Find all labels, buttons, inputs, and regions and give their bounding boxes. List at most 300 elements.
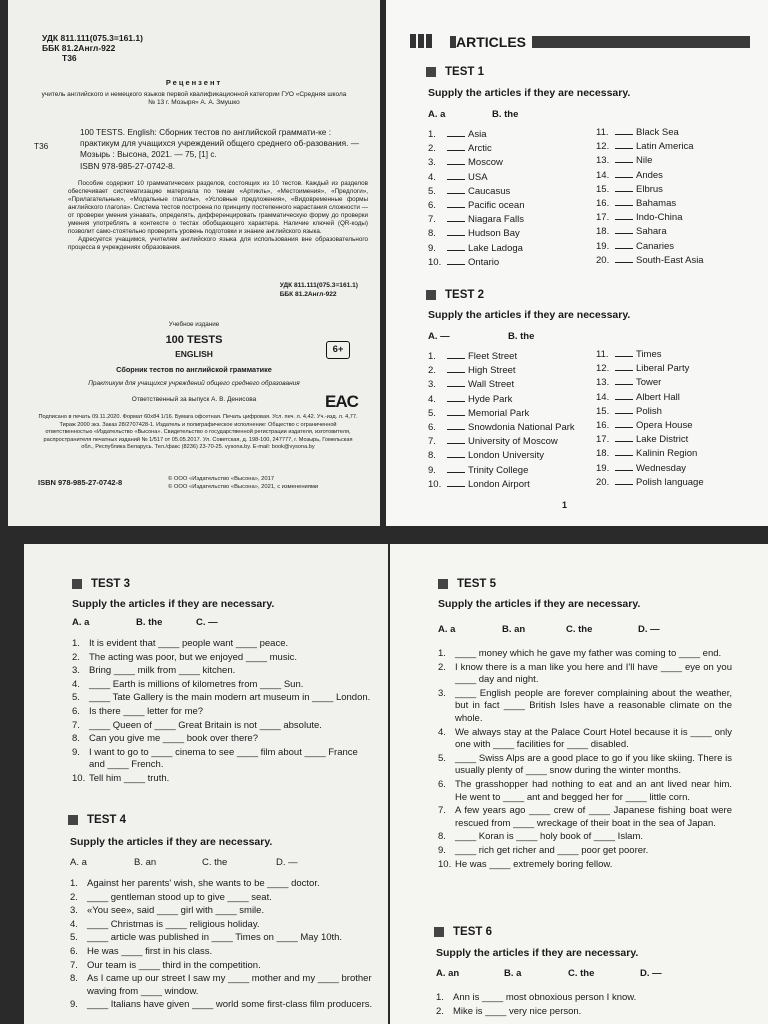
answer-options	[436, 968, 662, 979]
answer-options	[428, 331, 534, 342]
sentence-text: ____ Christmas is ____ religious holiday.	[87, 918, 260, 930]
item-number: 5.	[438, 752, 446, 764]
sentence-item	[438, 662, 732, 687]
item-word: Black Sea	[636, 127, 679, 138]
answer-blank[interactable]	[615, 140, 633, 149]
answer-blank[interactable]	[615, 154, 633, 163]
square-bullet-icon	[426, 67, 436, 77]
item-number: 18.	[596, 448, 610, 460]
list-item	[596, 419, 704, 433]
answer-blank[interactable]	[615, 254, 633, 263]
sentence-item	[438, 648, 732, 661]
item-number: 3.	[428, 157, 436, 169]
list-item	[428, 421, 575, 435]
sentence-text: Mike is ____ very nice person.	[453, 1005, 582, 1017]
item-word: Sahara	[636, 226, 667, 238]
list-item	[428, 213, 525, 227]
option: A. a	[70, 857, 87, 868]
item-number: 2.	[428, 143, 436, 155]
item-number: 19.	[596, 240, 610, 252]
sentence-item	[438, 805, 732, 830]
item-number: 7.	[438, 805, 446, 817]
option: C. the	[568, 968, 595, 979]
test-title-label: TEST 3	[91, 578, 130, 590]
sentence-item	[70, 919, 374, 932]
sentence-text: He was ____ extremely boring fellow.	[455, 858, 613, 870]
item-number: 6.	[72, 705, 80, 717]
answer-blank[interactable]	[615, 433, 633, 442]
sentence-text: «You see», said ____ girl with ____ smile.	[87, 905, 265, 917]
test-title-label: TEST 5	[457, 578, 496, 590]
item-number: 10.	[438, 858, 452, 870]
item-number: 5.	[428, 185, 436, 197]
sentence-item	[70, 878, 374, 891]
sentence-text: ____ English people are forever complaining about the weather, but in fact ____ British Isles have a reasonable climate on the whole.	[455, 687, 732, 724]
sentence-item	[70, 960, 374, 973]
sentence-text: Our team is ____ third in the competition.	[87, 959, 261, 971]
item-word: Wednesday	[636, 462, 686, 474]
item-word: Tower	[636, 377, 662, 389]
option: D. —	[638, 624, 660, 635]
sentence-text: Bring ____ milk from ____ kitchen.	[89, 665, 236, 677]
sentence-item	[70, 932, 374, 945]
option: A. —	[428, 331, 450, 342]
list-item	[596, 169, 704, 183]
answer-blank[interactable]	[447, 128, 465, 137]
answer-blank[interactable]	[447, 156, 465, 165]
sentence-text: Is there ____ letter for me?	[89, 705, 204, 717]
udc-block	[42, 34, 143, 63]
sentence-list	[438, 648, 732, 872]
item-word: Arctic	[468, 143, 492, 155]
answer-blank[interactable]	[615, 183, 633, 192]
square-bullet-icon	[72, 579, 82, 589]
item-number: 3.	[72, 665, 80, 677]
option: A. an	[436, 968, 460, 979]
list-item	[428, 407, 575, 421]
item-word: London University	[468, 450, 545, 462]
option: A. a	[72, 617, 90, 628]
item-number: 7.	[70, 959, 78, 971]
square-bullet-icon	[434, 927, 444, 937]
item-number: 1.	[70, 878, 78, 889]
sentence-list	[436, 992, 736, 1019]
page-number: 1	[562, 500, 568, 510]
sentence-text: Ann is ____ most obnoxious person I know.	[453, 992, 637, 1003]
item-number: 7.	[428, 214, 436, 226]
answer-blank[interactable]	[615, 211, 633, 220]
answer-blank[interactable]	[447, 242, 465, 251]
item-number: 3.	[438, 687, 446, 699]
sentence-item	[72, 747, 372, 772]
option: D. —	[276, 857, 298, 868]
bbk-line: ББК 81.2Англ-922	[42, 42, 116, 53]
answer-blank[interactable]	[447, 378, 465, 387]
list-item	[428, 242, 525, 256]
item-number: 20.	[596, 254, 610, 266]
sentence-text: ____ Queen of ____ Great Britain is not ____ absolute.	[89, 719, 322, 731]
list-item	[596, 433, 704, 447]
sentence-text: A few years ago ____ crew of ____ Japanese fishing boat were rescued from ____ wreckage of their boat in the sea of Japan.	[455, 805, 732, 829]
item-word: Wall Street	[468, 379, 515, 391]
item-word: Ontario	[468, 256, 500, 268]
sentence-item	[72, 652, 372, 665]
item-word: Snowdonia National Park	[468, 422, 575, 434]
sentence-list	[70, 878, 374, 1013]
items-right	[596, 126, 704, 268]
list-item	[428, 435, 575, 449]
test-title	[68, 814, 126, 826]
imprint-page	[8, 0, 380, 526]
item-number: 8.	[438, 831, 446, 843]
list-item	[596, 225, 704, 239]
item-word: Caucasus	[468, 185, 511, 197]
item-number: 2.	[428, 365, 436, 377]
answer-blank[interactable]	[615, 348, 633, 357]
option: C. the	[202, 857, 228, 868]
item-number: 14.	[596, 391, 610, 403]
option: B. the	[492, 109, 519, 120]
list-item	[596, 211, 704, 225]
eac-mark-icon: EAC	[325, 392, 358, 411]
sentence-text: ____ gentleman stood up to give ____ seat.	[87, 891, 272, 903]
answer-blank[interactable]	[447, 185, 465, 194]
answer-blank[interactable]	[615, 405, 633, 414]
sentence-text: He was ____ first in his class.	[87, 945, 213, 957]
answer-blank[interactable]	[615, 362, 633, 371]
answer-blank[interactable]	[615, 225, 633, 234]
answer-options	[438, 624, 660, 635]
item-number: 12.	[596, 141, 610, 153]
answer-blank[interactable]	[615, 462, 633, 471]
udc-line: УДК 811.111(075.3=161.1)	[42, 33, 143, 43]
publisher-info: Подписано в печать 09.11.2020. Формат 60х84 1/16. Бумага офсетная. Печать цифровая. Усл. печ. л. 4,42. Уч.-изд. л. 4,77. Тираж 2000 экз. Заказ 28/2707428-1. Издатель и полиграфическое исполнение: Общество с ограниченной ответственностью «Издательство «Высона». Свидетельство о государственной регистрации издателя, изготовителя, распространителя печатных изданий № 1/517 от 05.05.2017. Ул. Советская, д. 198-100, 247777, г. Мозырь, Гомельская обл., Республика Беларусь. Тел./факс (8236) 23-70-25. vysona.by. E-mail: book@vysona.by	[38, 414, 358, 451]
sentence-text: ____ money which he gave my father was coming to ____ end.	[455, 648, 722, 659]
test-title-label: TEST 1	[445, 66, 484, 78]
test-title	[426, 289, 484, 301]
item-number: 6.	[428, 422, 436, 434]
sentence-text: Against her parents' wish, she wants to be ____ doctor.	[87, 878, 320, 889]
sentence-item	[70, 973, 374, 998]
answer-blank[interactable]	[615, 391, 633, 400]
test-title	[72, 578, 130, 590]
item-number: 2.	[72, 651, 80, 663]
isbn-bottom: ISBN 978-985-27-0742-8	[38, 478, 123, 487]
list-item	[428, 171, 525, 185]
item-word: Latin America	[636, 141, 694, 153]
item-number: 10.	[428, 478, 442, 490]
sentence-item	[70, 905, 374, 918]
option: D. —	[640, 968, 662, 979]
item-word: Hyde Park	[468, 393, 513, 405]
item-number: 6.	[70, 945, 78, 957]
practicum-line: Практикум для учащихся учреждений общего среднего образования	[88, 380, 300, 387]
articles-page-1	[386, 0, 768, 526]
item-number: 4.	[428, 393, 436, 405]
heading-bars-icon	[410, 34, 432, 48]
item-word: USA	[468, 171, 488, 183]
list-item	[428, 199, 525, 213]
item-number: 6.	[428, 200, 436, 212]
list-item	[428, 378, 575, 392]
item-number: 11.	[596, 127, 609, 138]
list-item	[428, 350, 575, 364]
section-title: ARTICLES	[456, 34, 532, 50]
item-word: Andes	[636, 169, 663, 181]
item-word: Nile	[636, 155, 653, 167]
answer-blank[interactable]	[615, 419, 633, 428]
list-item	[428, 449, 575, 463]
square-bullet-icon	[426, 290, 436, 300]
item-word: Pacific ocean	[468, 200, 525, 212]
item-word: London Airport	[468, 478, 530, 490]
sentence-item	[436, 1006, 736, 1019]
items-left	[428, 350, 575, 492]
option: B. a	[504, 968, 522, 979]
item-word: Memorial Park	[468, 407, 530, 419]
list-item	[428, 185, 525, 199]
collection-title: Сборник тестов по английской грамматике	[116, 365, 272, 374]
item-number: 10.	[428, 256, 442, 268]
answer-blank[interactable]	[615, 197, 633, 206]
option: B. the	[136, 617, 163, 628]
answer-blank[interactable]	[447, 478, 465, 487]
reviewer-block	[8, 78, 380, 108]
item-number: 1.	[438, 648, 446, 659]
sentence-text: ____ rich get richer and ____ poor get poorer.	[455, 844, 649, 856]
item-number: 1.	[428, 129, 436, 140]
sentence-text: ____ Tate Gallery is the main modern art museum in ____ London.	[89, 692, 371, 704]
sentence-item	[438, 859, 732, 872]
item-number: 8.	[428, 450, 436, 462]
answer-blank[interactable]	[447, 449, 465, 458]
sentence-text: The grasshopper had nothing to eat and an ant lived near him. He went to ____ ant and begged her for ____ little corn.	[455, 778, 732, 803]
test-title	[434, 926, 492, 938]
list-item	[596, 197, 704, 211]
item-number: 9.	[438, 844, 446, 856]
item-number: 3.	[70, 905, 78, 917]
item-word: Moscow	[468, 157, 503, 169]
item-number: 9.	[428, 242, 436, 254]
sentence-item	[438, 688, 732, 726]
t36-line: Т36	[62, 52, 77, 63]
answer-blank[interactable]	[447, 364, 465, 373]
sentence-text: Can you give me ____ book over there?	[89, 733, 258, 745]
list-item	[596, 405, 704, 419]
item-word: South-East Asia	[636, 254, 704, 266]
articles-page-3	[390, 544, 768, 1024]
reviewer-text: учитель английского и немецкого языков первой квалификационной категории ГУО «Средняя школа № 13 г. Мозыря» А. А. Змушко	[41, 91, 347, 107]
list-item	[428, 478, 575, 492]
answer-blank[interactable]	[615, 240, 633, 249]
answer-blank[interactable]	[447, 199, 465, 208]
answer-blank[interactable]	[447, 421, 465, 430]
item-number: 6.	[438, 778, 446, 790]
answer-blank[interactable]	[447, 256, 465, 265]
sentence-text: ____ Swiss Alps are a good place to go if you like skiing. There is usually plenty of ____ snow during the winter months.	[455, 752, 732, 777]
copyright-line: © ООО «Издательство «Высона», 2021, с изменениями	[168, 483, 319, 490]
option: A. a	[438, 624, 456, 635]
item-number: 5.	[428, 407, 436, 419]
list-item	[428, 156, 525, 170]
item-number: 10.	[72, 772, 86, 784]
sentence-item	[438, 753, 732, 778]
items-right	[596, 348, 704, 490]
item-number: 8.	[72, 733, 80, 745]
item-word: Polish language	[636, 476, 704, 488]
sentence-item	[438, 727, 732, 752]
item-number: 4.	[70, 918, 78, 930]
answer-blank[interactable]	[447, 171, 465, 180]
item-word: Fleet Street	[468, 351, 518, 362]
copyright-line: © ООО «Издательство «Высона», 2017	[168, 476, 275, 482]
test-title-label: TEST 4	[87, 814, 126, 826]
item-number: 19.	[596, 462, 610, 474]
test-title	[438, 578, 496, 590]
answer-blank[interactable]	[447, 142, 465, 151]
sentence-item	[436, 992, 736, 1005]
answer-blank[interactable]	[447, 464, 465, 473]
test-instruction: Supply the articles if they are necessary.	[436, 947, 639, 959]
item-number: 7.	[428, 436, 436, 448]
item-word: Polish	[636, 405, 662, 417]
answer-blank[interactable]	[615, 476, 633, 485]
list-item	[596, 362, 704, 376]
item-number: 8.	[70, 973, 78, 985]
answer-blank[interactable]	[615, 126, 633, 135]
answer-options	[428, 109, 518, 120]
test-title	[426, 66, 484, 78]
item-number: 9.	[428, 464, 436, 476]
item-number: 8.	[428, 228, 436, 240]
list-item	[596, 376, 704, 390]
list-item	[596, 476, 704, 490]
list-item	[596, 240, 704, 254]
item-word: Niagara Falls	[468, 214, 524, 226]
item-number: 1.	[436, 992, 444, 1003]
answer-options	[72, 617, 218, 628]
answer-blank[interactable]	[615, 376, 633, 385]
answer-options	[70, 857, 298, 868]
sentence-list	[72, 638, 372, 787]
test-instruction: Supply the articles if they are necessary.	[438, 598, 641, 610]
answer-blank[interactable]	[447, 350, 465, 359]
answer-blank[interactable]	[447, 393, 465, 402]
item-word: Trinity College	[468, 464, 529, 476]
answer-blank[interactable]	[447, 407, 465, 416]
list-item	[428, 142, 525, 156]
list-item	[596, 254, 704, 268]
item-word: High Street	[468, 365, 516, 377]
item-word: Asia	[468, 129, 487, 140]
item-number: 4.	[428, 171, 436, 183]
item-number: 9.	[72, 746, 80, 758]
sentence-item	[72, 720, 372, 733]
sentence-text: ____ Earth is millions of kilometres from ____ Sun.	[89, 678, 304, 690]
square-bullet-icon	[68, 815, 78, 825]
item-number: 2.	[438, 661, 446, 673]
sentence-text: We always stay at the Palace Court Hotel because it is ____ only one with ____ facilities for ____ disabled.	[455, 726, 732, 751]
edition-type: Учебное издание	[168, 321, 220, 328]
option: A. a	[428, 109, 446, 120]
test-instruction: Supply the articles if they are necessary.	[428, 309, 631, 321]
sentence-item	[72, 679, 372, 692]
list-item	[596, 154, 704, 168]
answer-blank[interactable]	[615, 169, 633, 178]
answer-blank[interactable]	[447, 227, 465, 236]
list-item	[596, 462, 704, 476]
item-number: 13.	[596, 377, 610, 389]
book-subtitle: ENGLISH	[175, 349, 213, 359]
item-number: 16.	[596, 420, 610, 432]
sentence-text: Tell him ____ truth.	[89, 772, 170, 784]
articles-page-2	[24, 544, 388, 1024]
age-rating-badge: 6+	[326, 341, 350, 359]
item-number: 1.	[72, 638, 80, 649]
catalog-text: 100 TESTS. English: Сборник тестов по английской граммати-ке : практикум для учащихся учреждений общего среднего об-разования. — Мозырь : Высона, 2021. — 75, [1] с.	[80, 127, 360, 159]
sentence-text: I know there is a man like you here and I'll have ____ eye on you ____ day and night.	[455, 661, 732, 686]
sentence-text: The acting was poor, but we enjoyed ____ music.	[89, 651, 298, 663]
answer-blank[interactable]	[447, 435, 465, 444]
answer-blank[interactable]	[615, 447, 633, 456]
item-number: 15.	[596, 405, 610, 417]
sentence-item	[72, 706, 372, 719]
list-item	[428, 393, 575, 407]
book-title: 100 TESTS	[165, 334, 223, 346]
item-word: Indo-China	[636, 212, 683, 224]
test-instruction: Supply the articles if they are necessary.	[70, 836, 273, 848]
item-number: 3.	[428, 379, 436, 391]
item-word: Hudson Bay	[468, 228, 520, 240]
option: B. an	[502, 624, 526, 635]
item-word: Lake District	[636, 434, 689, 446]
list-item	[428, 256, 525, 270]
item-number: 11.	[596, 349, 609, 360]
item-word: Opera House	[636, 420, 693, 432]
sentence-item	[72, 773, 372, 786]
item-word: University of Moscow	[468, 436, 558, 448]
item-number: 5.	[72, 692, 80, 704]
list-item	[596, 447, 704, 461]
list-item	[596, 183, 704, 197]
item-number: 13.	[596, 155, 610, 167]
list-item	[596, 391, 704, 405]
item-word: Bahamas	[636, 198, 677, 210]
sentence-text: I want to go to ____ cinema to see ____ film about ____ France and ____ French.	[89, 746, 358, 771]
item-word: Lake Ladoga	[468, 242, 523, 254]
sentence-text: ____ Koran is ____ holy book of ____ Islam.	[455, 831, 644, 843]
option: C. —	[196, 617, 218, 628]
answer-blank[interactable]	[447, 213, 465, 222]
item-number: 15.	[596, 183, 610, 195]
section-heading	[410, 32, 750, 52]
catalog-isbn: ISBN 978-985-27-0742-8.	[80, 161, 176, 172]
item-word: Kalinin Region	[636, 448, 698, 460]
sentence-item	[70, 999, 374, 1012]
sentence-text: It is evident that ____ people want ____ peace.	[89, 638, 289, 649]
sentence-item	[72, 665, 372, 678]
sentence-item	[70, 946, 374, 959]
item-number: 14.	[596, 169, 610, 181]
item-number: 17.	[596, 434, 610, 446]
responsible-line: Ответственный за выпуск А. В. Денисова	[131, 396, 257, 403]
item-number: 4.	[72, 678, 80, 690]
sentence-text: ____ Italians have given ____ world some first-class film producers.	[87, 999, 373, 1011]
catalog-code: Т36	[34, 141, 49, 151]
copyright-block	[168, 476, 318, 492]
test-instruction: Supply the articles if they are necessary.	[428, 87, 631, 99]
sentence-text: As I came up our street I saw my ____ mother and my ____ brother waving from ____ window.	[87, 973, 372, 997]
